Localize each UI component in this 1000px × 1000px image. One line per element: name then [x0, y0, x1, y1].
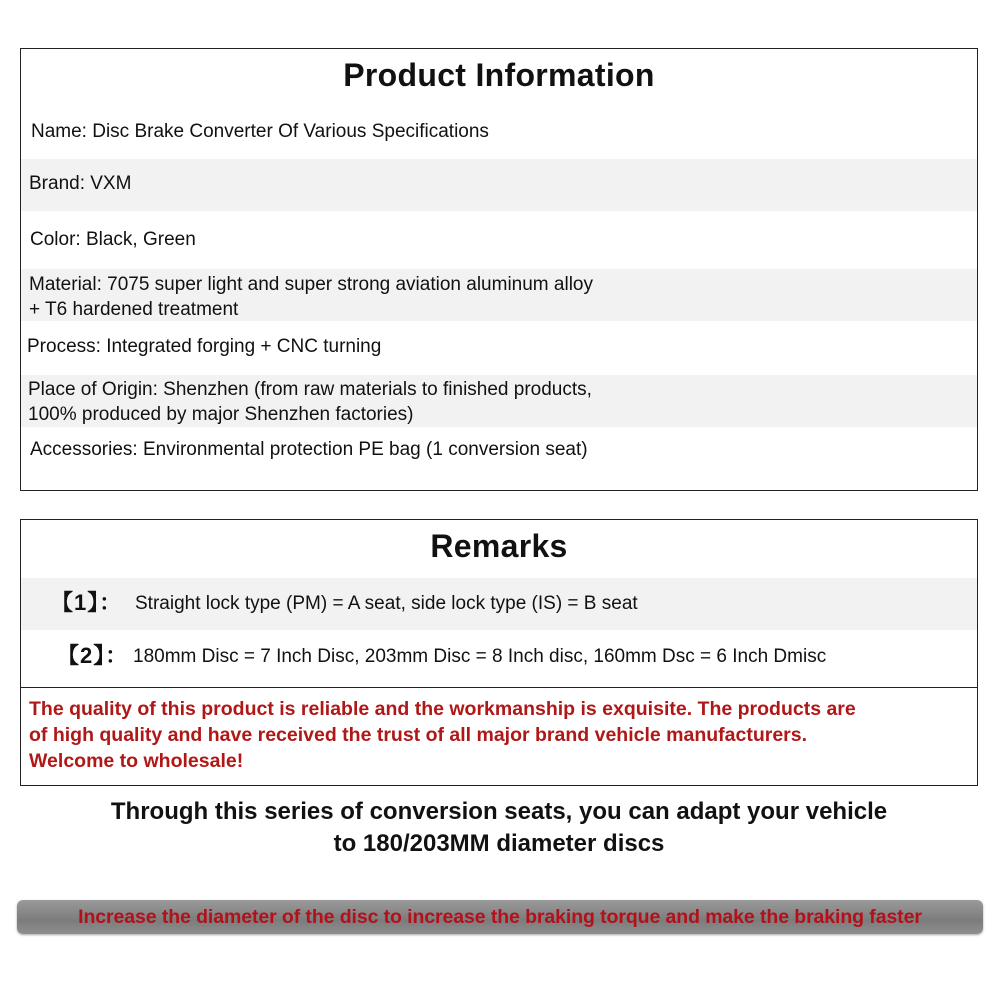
info-row-name [21, 109, 977, 155]
product-info-title: Product Information [343, 57, 655, 93]
remark-text: 180mm Disc = 7 Inch Disc, 203mm Disc = 8 Inch disc, 160mm Dsc = 6 Inch Dmisc [133, 646, 827, 667]
info-line: Color: Black, Green [30, 229, 196, 250]
info-row-color [21, 215, 977, 267]
product-info-panel [20, 48, 978, 491]
quality-statement [21, 687, 977, 785]
remarks-title: Remarks [430, 528, 568, 564]
remarks-panel [20, 519, 978, 786]
info-row-brand [21, 159, 977, 211]
info-line: + T6 hardened treatment [29, 299, 239, 320]
adapter-line: Through this series of conversion seats, you can adapt your vehicle [110, 798, 888, 825]
info-row-process [21, 325, 977, 371]
info-line: 100% produced by major Shenzhen factories) [28, 404, 414, 425]
info-line: Process: Integrated forging + CNC turning [27, 336, 382, 357]
adapter-line: to 180/203MM diameter discs [333, 830, 665, 857]
info-line: Material: 7075 super light and super strong aviation aluminum alloy [29, 274, 593, 295]
remark-index: 【2】： [57, 643, 129, 668]
info-line: Accessories: Environmental protection PE bag (1 conversion seat) [30, 439, 588, 460]
info-line: Place of Origin: Shenzhen (from raw materials to finished products, [28, 379, 592, 400]
remark-index: 【1】： [51, 590, 123, 615]
adapter-statement [20, 796, 978, 896]
info-line: Name: Disc Brake Converter Of Various Specifications [31, 121, 489, 142]
info-line: Brand: VXM [29, 173, 132, 194]
remark-item-1 [21, 578, 977, 630]
quality-line: The quality of this product is reliable and the workmanship is exquisite. The products are [29, 698, 856, 720]
braking-banner: Increase the diameter of the disc to increase the braking torque and make the braking faster [17, 900, 983, 934]
info-row-accessories [21, 429, 977, 481]
remark-item-2 [21, 632, 977, 684]
quality-line: Welcome to wholesale! [29, 750, 244, 772]
quality-line: of high quality and have received the trust of all major brand vehicle manufacturers. [29, 724, 808, 746]
remark-text: Straight lock type (PM) = A seat, side lock type (IS) = B seat [135, 593, 638, 614]
info-row-origin [21, 375, 977, 427]
info-row-material [21, 269, 977, 321]
